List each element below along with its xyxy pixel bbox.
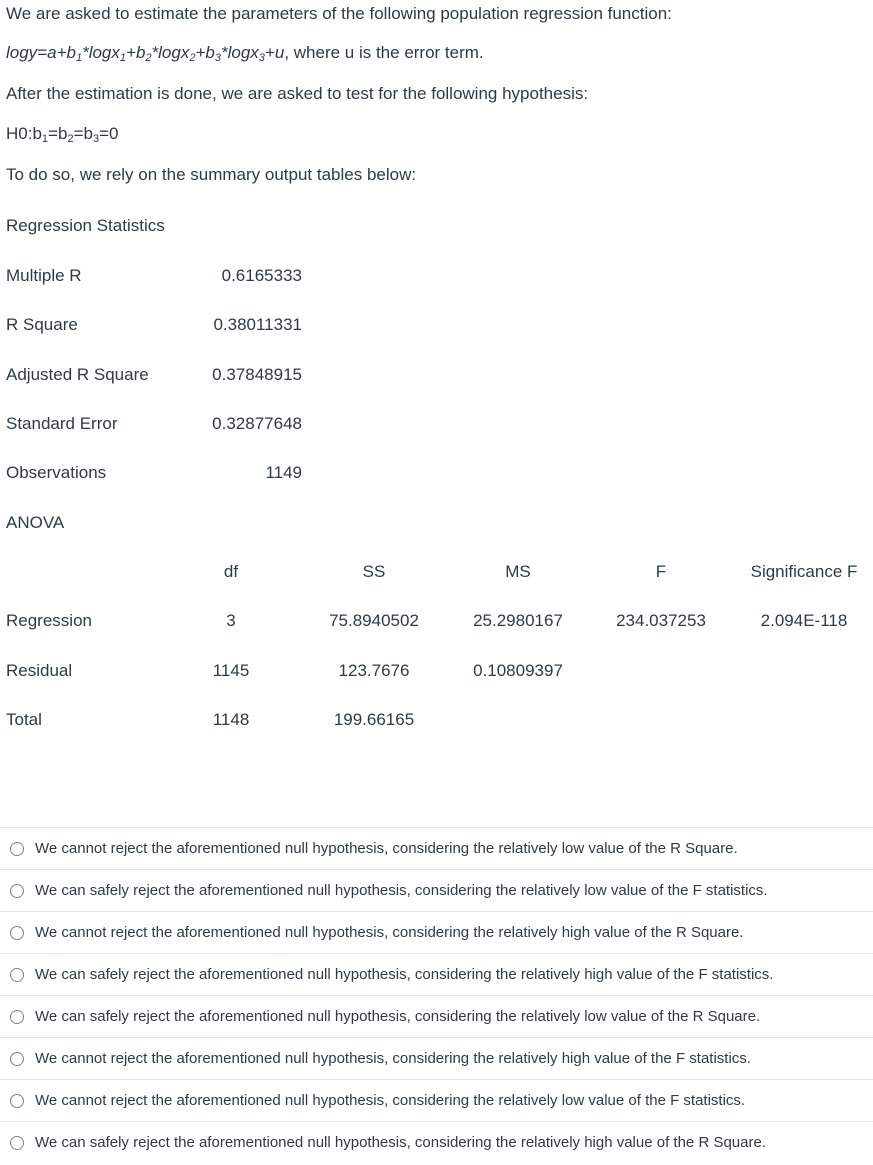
question-intro: We are asked to estimate the parameters of the following population regression function: bbox=[6, 4, 672, 23]
answer-option[interactable] bbox=[0, 911, 873, 953]
hypothesis: $H0:b_1=b_2=b_3=0$ bbox=[6, 124, 119, 145]
anova-header-df: df bbox=[223, 562, 239, 581]
stat-value: 0.38011331 bbox=[213, 315, 302, 334]
anova-cell-ms: 0.10809397 bbox=[473, 661, 563, 680]
stat-label: Standard Error bbox=[6, 414, 118, 433]
answer-option-label: We can safely reject the aforementioned null hypothesis, considering the relatively low value of the R Square. bbox=[35, 1008, 761, 1025]
answer-option[interactable] bbox=[0, 1079, 873, 1121]
radio-icon[interactable] bbox=[10, 842, 24, 856]
answer-option-label: We can safely reject the aforementioned null hypothesis, considering the relatively low value of the F statistics. bbox=[35, 882, 768, 899]
stat-value: 0.6165333 bbox=[221, 266, 302, 285]
answer-option-label: We cannot reject the aforementioned null hypothesis, considering the relatively low value of the F statistics. bbox=[35, 1092, 746, 1109]
radio-icon[interactable] bbox=[10, 1094, 24, 1108]
anova-row-label: Total bbox=[6, 710, 42, 729]
answer-option[interactable] bbox=[0, 827, 873, 869]
stat-value: 1149 bbox=[265, 463, 302, 482]
anova-header-ms: MS bbox=[505, 562, 531, 581]
anova-cell-ms: 25.2980167 bbox=[473, 611, 563, 630]
stat-label: Multiple R bbox=[6, 266, 82, 285]
radio-icon[interactable] bbox=[10, 884, 24, 898]
equation-suffix: , where u is the error term. bbox=[284, 43, 484, 62]
anova-cell-f: 234.037253 bbox=[616, 611, 706, 630]
anova-header-f: F bbox=[655, 562, 667, 581]
anova-cell-df: 1148 bbox=[212, 710, 250, 729]
anova-header-significance-f: Significance F bbox=[750, 562, 858, 581]
regression-equation bbox=[6, 43, 484, 63]
answer-option[interactable] bbox=[0, 869, 873, 911]
answer-option-label: We can safely reject the aforementioned null hypothesis, considering the relatively high value of the F statistics. bbox=[35, 966, 774, 983]
answer-option[interactable] bbox=[0, 1121, 873, 1163]
anova-cell-df: 1145 bbox=[212, 661, 250, 680]
anova-cell-ss: 199.66165 bbox=[333, 710, 415, 729]
answer-option-label: We cannot reject the aforementioned null hypothesis, considering the relatively high value of the R Square. bbox=[35, 924, 744, 941]
radio-icon[interactable] bbox=[10, 1136, 24, 1150]
answer-options bbox=[0, 827, 873, 1163]
radio-icon[interactable] bbox=[10, 1052, 24, 1066]
regression-stats-heading: Regression Statistics bbox=[6, 216, 165, 235]
stat-label: R Square bbox=[6, 315, 78, 334]
answer-option-label: We cannot reject the aforementioned null hypothesis, considering the relatively high value of the F statistics. bbox=[35, 1050, 751, 1067]
radio-icon[interactable] bbox=[10, 926, 24, 940]
radio-icon[interactable] bbox=[10, 968, 24, 982]
stat-label: Observations bbox=[6, 463, 107, 482]
anova-cell-ss: 123.7676 bbox=[338, 661, 410, 680]
anova-heading: ANOVA bbox=[6, 513, 65, 532]
stat-value: 0.37848915 bbox=[212, 365, 302, 384]
anova-header-ss: SS bbox=[362, 562, 386, 581]
answer-option-label: We cannot reject the aforementioned null hypothesis, considering the relatively low value of the R Square. bbox=[35, 840, 738, 857]
after-text: After the estimation is done, we are asked to test for the following hypothesis: bbox=[6, 84, 589, 103]
radio-icon[interactable] bbox=[10, 1010, 24, 1024]
equation-formula: $\log y=a+b_1*\log x_1+b_2*\log x_2+b_3*\log x_3+u$ bbox=[6, 43, 285, 64]
anova-row-label: Regression bbox=[6, 611, 92, 630]
answer-option-label: We can safely reject the aforementioned null hypothesis, considering the relatively high value of the R Square. bbox=[35, 1134, 766, 1151]
answer-option[interactable] bbox=[0, 995, 873, 1037]
answer-option[interactable] bbox=[0, 953, 873, 995]
stat-value: 0.32877648 bbox=[212, 414, 302, 433]
stat-label: Adjusted R Square bbox=[6, 365, 149, 384]
anova-row-label: Residual bbox=[6, 661, 73, 680]
anova-cell-ss: 75.8940502 bbox=[329, 611, 419, 630]
anova-cell-df: 3 bbox=[226, 611, 236, 630]
todo-text: To do so, we rely on the summary output tables below: bbox=[6, 165, 417, 184]
anova-cell-significance-f: 2.094E-118 bbox=[760, 611, 848, 630]
answer-option[interactable] bbox=[0, 1037, 873, 1079]
